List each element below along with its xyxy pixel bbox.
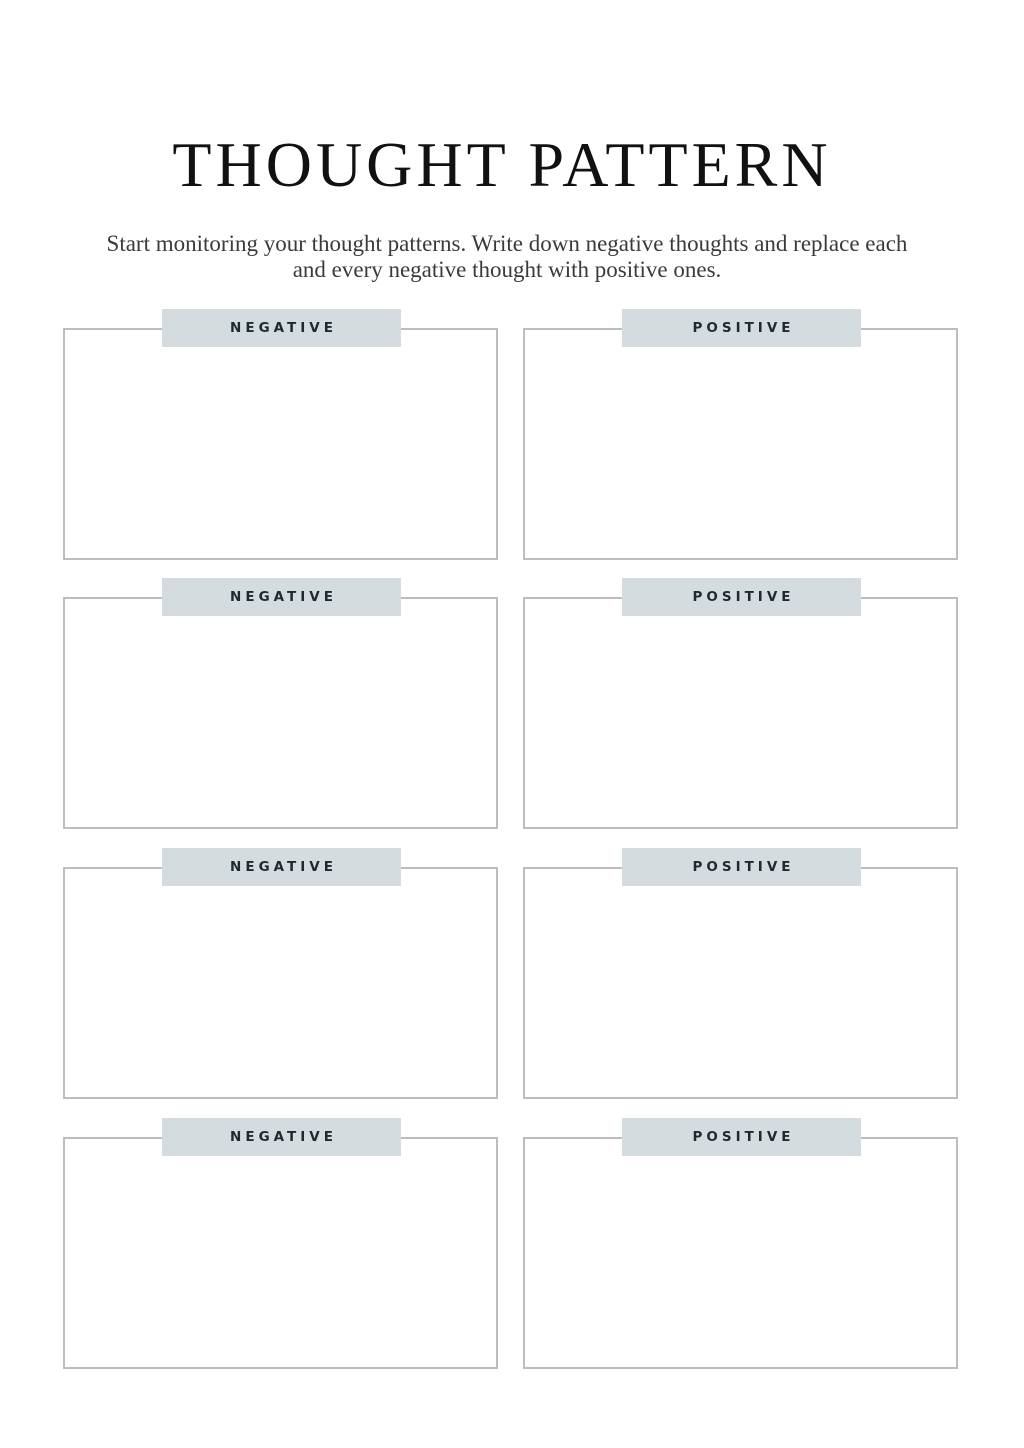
- negative-label-2: NEGATIVE: [162, 578, 401, 616]
- negative-label-3: NEGATIVE: [162, 848, 401, 886]
- negative-label-1: NEGATIVE: [162, 309, 401, 347]
- positive-box-1[interactable]: [523, 328, 958, 560]
- positive-box-3[interactable]: [523, 867, 958, 1099]
- page-title: THOUGHT PATTERN: [172, 128, 832, 200]
- instructions-text: Start monitoring your thought patterns. Write down negative thoughts and replace each and every negative thought with positive ones.: [106, 231, 908, 282]
- positive-label-3: POSITIVE: [622, 848, 861, 886]
- negative-label-4: NEGATIVE: [162, 1118, 401, 1156]
- positive-label-1: POSITIVE: [622, 309, 861, 347]
- negative-box-2[interactable]: [63, 597, 498, 829]
- positive-label-2: POSITIVE: [622, 578, 861, 616]
- negative-box-3[interactable]: [63, 867, 498, 1099]
- positive-box-4[interactable]: [523, 1137, 958, 1369]
- positive-label-4: POSITIVE: [622, 1118, 861, 1156]
- negative-box-1[interactable]: [63, 328, 498, 560]
- negative-box-4[interactable]: [63, 1137, 498, 1369]
- positive-box-2[interactable]: [523, 597, 958, 829]
